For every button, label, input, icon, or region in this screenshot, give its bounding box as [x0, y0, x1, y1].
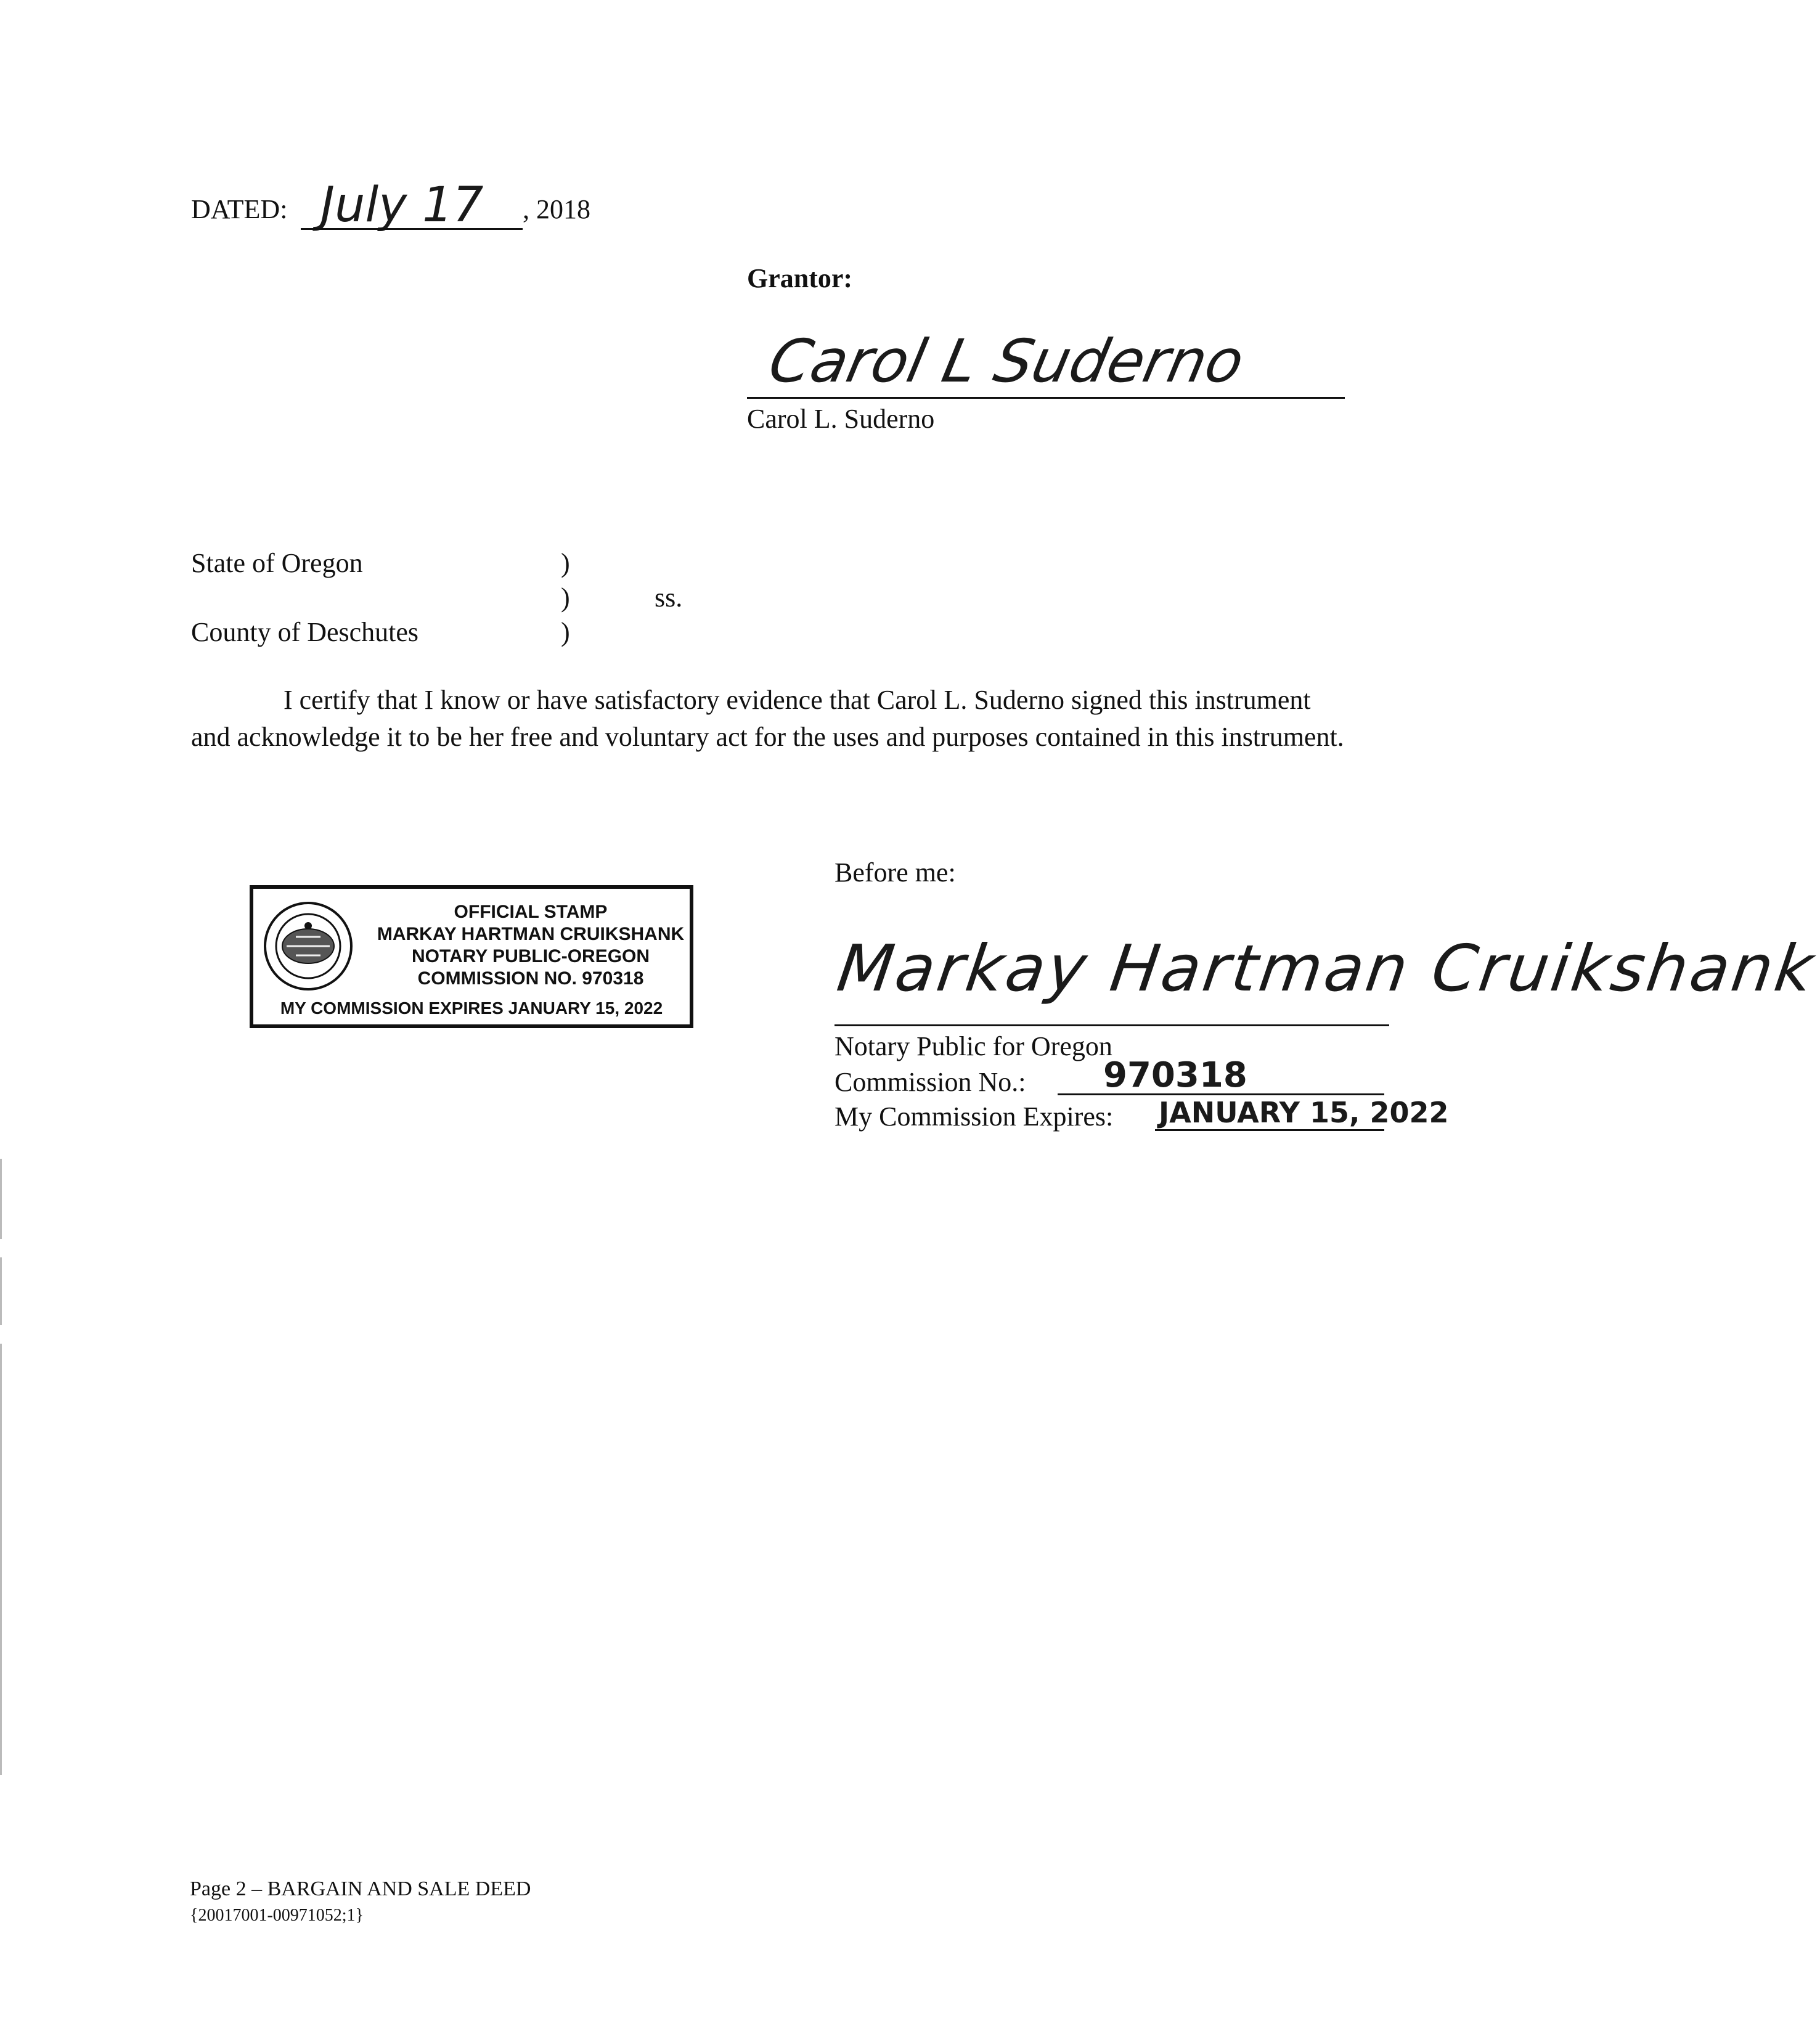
scan-artifact — [0, 1344, 2, 1775]
footer-doc-id: {20017001-00971052;1} — [190, 1906, 364, 1925]
scan-artifact — [0, 1257, 2, 1325]
grantor-name: Carol L. Suderno — [747, 404, 935, 434]
date-underline — [301, 228, 523, 230]
stamp-commission: COMMISSION NO. 970318 — [417, 968, 644, 989]
venue-state: State of Oregon — [191, 548, 363, 578]
expires-line — [1155, 1129, 1384, 1131]
grantor-signature-line — [747, 397, 1345, 399]
handwritten-date: July 17 — [320, 178, 484, 233]
dated-label: DATED: — [191, 194, 288, 224]
stamp-expiry: MY COMMISSION EXPIRES JANUARY 15, 2022 — [280, 999, 663, 1018]
commission-line — [1058, 1093, 1384, 1095]
scan-artifact — [0, 1159, 2, 1239]
stamp-title: OFFICIAL STAMP — [454, 902, 608, 922]
venue-paren: ) — [561, 548, 570, 578]
notary-signature-line — [835, 1024, 1389, 1026]
notary-title: Notary Public for Oregon — [835, 1031, 1112, 1061]
notary-stamp — [250, 885, 693, 1028]
venue-paren: ) — [561, 582, 570, 613]
commission-value: 970318 — [1103, 1055, 1247, 1095]
venue-county: County of Deschutes — [191, 617, 419, 647]
grantor-signature: Carol L Suderno — [763, 327, 1250, 396]
before-me: Before me: — [835, 857, 956, 888]
commission-label: Commission No.: — [835, 1067, 1026, 1097]
stamp-role: NOTARY PUBLIC-OREGON — [411, 946, 650, 966]
grantor-heading: Grantor: — [747, 263, 853, 293]
notary-signature: Markay Hartman Cruikshank — [833, 931, 1820, 1006]
certification-text: I certify that I know or have satisfactory evidence that Carol L. Suderno signed this instrument and acknowledge it to be her free and voluntary act for the uses and purposes contained in this instrument. — [191, 685, 1344, 752]
venue-paren: ) — [561, 617, 570, 647]
state-seal-icon — [262, 900, 354, 992]
dated-year: , 2018 — [523, 194, 590, 224]
expires-label: My Commission Expires: — [835, 1101, 1114, 1132]
venue-ss: ss. — [655, 582, 683, 613]
stamp-notary-name: MARKAY HARTMAN CRUIKSHANK — [377, 924, 685, 944]
expires-value: JANUARY 15, 2022 — [1159, 1096, 1449, 1129]
footer-page-line: Page 2 – BARGAIN AND SALE DEED — [190, 1877, 531, 1900]
